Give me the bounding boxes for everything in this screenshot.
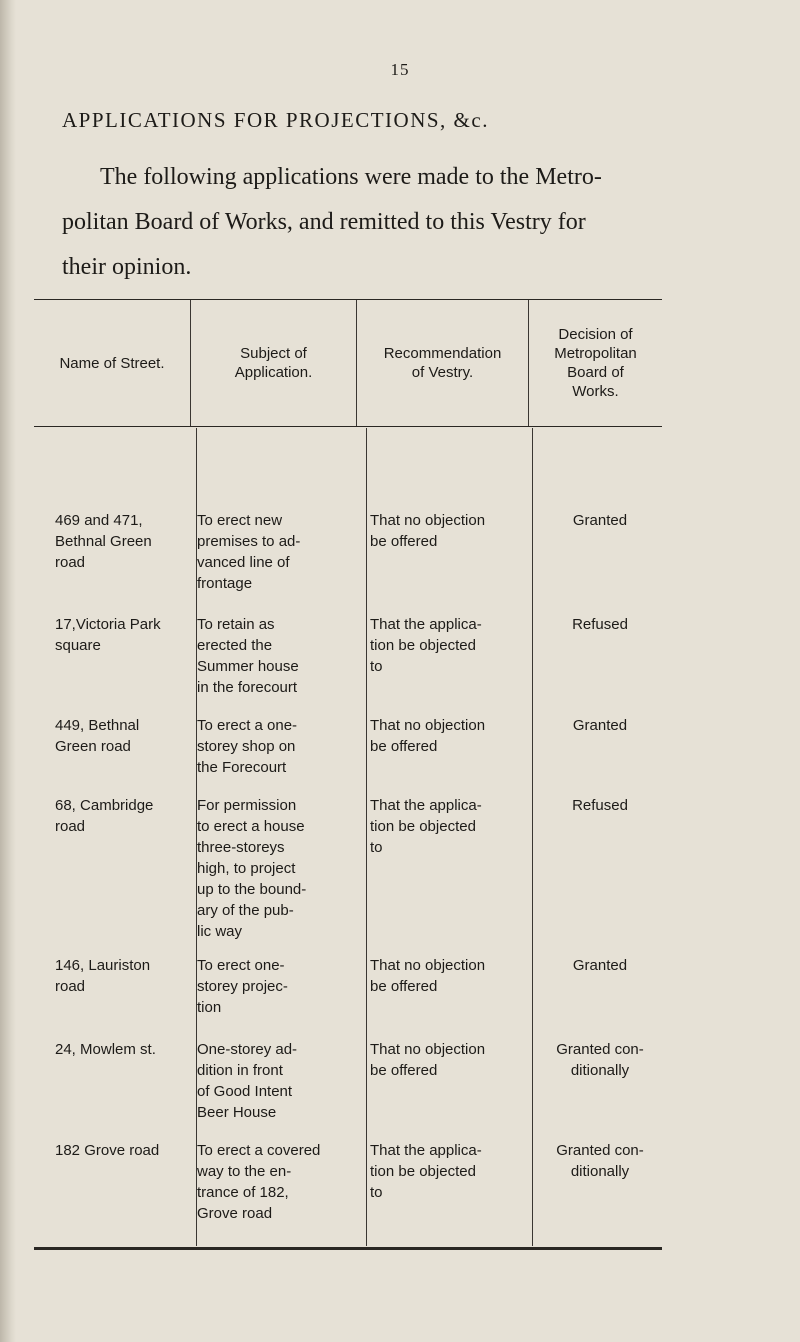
table-header-rule xyxy=(34,426,662,427)
cell-street: 24, Mowlem st. xyxy=(55,1041,156,1058)
intro-paragraph xyxy=(62,155,662,290)
header-subject: Subject of Application. xyxy=(234,345,313,381)
cell-recommendation: That the applica- tion be objected to xyxy=(370,797,482,856)
cell-subject: To erect one- storey projec- tion xyxy=(197,957,288,1016)
header-decision: Decision of Metropolitan Board of Works. xyxy=(554,326,637,400)
cell-decision: Granted xyxy=(572,717,628,734)
column-divider xyxy=(366,428,367,1246)
header-name-of-street: Name of Street. xyxy=(59,354,165,372)
header-recommendation: Recommendation of Vestry. xyxy=(383,345,502,381)
cell-recommendation: That no objection be offered xyxy=(370,1041,486,1079)
cell-subject: One-storey ad- dition in front of Good Intent Beer House xyxy=(197,1041,298,1121)
page-number: 15 xyxy=(390,60,410,79)
cell-street: 449, Bethnal Green road xyxy=(55,717,140,755)
cell-subject: To erect a one- storey shop on the Forecourt xyxy=(197,717,298,776)
intro-line: their opinion. xyxy=(62,254,192,280)
cell-recommendation: That no objection be offered xyxy=(370,717,486,755)
cell-street: 469 and 471, Bethnal Green road xyxy=(55,512,152,571)
cell-subject: To retain as erected the Summer house in the forecourt xyxy=(197,616,299,696)
cell-recommendation: That the applica- tion be objected to xyxy=(370,616,482,675)
page-title: APPLICATIONS FOR PROJECTIONS, &c. xyxy=(62,108,489,132)
column-divider xyxy=(532,428,533,1246)
cell-decision: Refused xyxy=(572,616,628,633)
cell-decision: Granted xyxy=(572,512,628,529)
page-binding-edge xyxy=(0,0,16,1342)
table-bottom-rule xyxy=(34,1247,662,1250)
cell-subject: For permission to erect a house three-storeys high, to project up to the bound- ary of the pub- lic way xyxy=(197,797,307,940)
cell-street: 17,Victoria Park square xyxy=(55,616,161,654)
cell-street: 146, Lauriston road xyxy=(55,957,151,995)
cell-street: 182 Grove road xyxy=(55,1142,160,1159)
cell-decision: Granted xyxy=(572,957,628,974)
cell-decision: Granted con- ditionally xyxy=(556,1142,644,1180)
intro-line: politan Board of Works, and remitted to this Vestry for xyxy=(62,209,586,235)
cell-decision: Refused xyxy=(572,797,628,814)
cell-subject: To erect new premises to ad- vanced line of frontage xyxy=(197,512,301,592)
cell-recommendation: That no objection be offered xyxy=(370,957,486,995)
cell-recommendation: That the applica- tion be objected to xyxy=(370,1142,482,1201)
intro-line: The following applications were made to the Metro- xyxy=(100,164,602,190)
cell-subject: To erect a covered way to the en- trance of 182, Grove road xyxy=(197,1142,321,1222)
cell-street: 68, Cambridge road xyxy=(55,797,154,835)
cell-decision: Granted con- ditionally xyxy=(556,1041,644,1079)
cell-recommendation: That no objection be offered xyxy=(370,512,486,550)
